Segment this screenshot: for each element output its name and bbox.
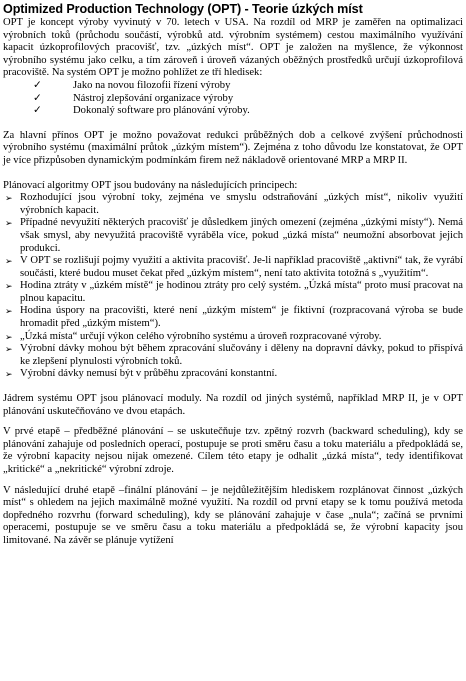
stage1-paragraph: V prvé etapě – předběžné plánování – se uskutečňuje tzv. zpětný rozvrh (backward scheduling), kdy se plánování zahajuje od posledních operací, postupuje se proti směru času a toku materiálu a předpokládá se, že výrobní kapacity nejsou nijak omezené. Cílem této etapy je odhalit „úzká místa“, tedy identifikovat „kritické“ a „nekritické“ výrobní zdroje. — [3, 426, 463, 475]
arrow-bullet-icon: ➢ — [5, 218, 13, 229]
arrow-bullet-icon: ➢ — [5, 281, 13, 292]
arrow-bullet-icon: ➢ — [5, 331, 13, 342]
arrow-bullet-icon: ➢ — [5, 256, 13, 267]
viewpoint-list — [3, 80, 463, 118]
arrow-bullet-icon: ➢ — [5, 344, 13, 355]
principles-list — [3, 192, 463, 381]
arrow-bullet-icon: ➢ — [5, 369, 13, 380]
list-item: ➢ Výrobní dávky mohou být během zpracování slučovány i děleny na dopravní dávky, pokud to přispívá ke zlepšení plynulosti výrobních toků. — [5, 343, 463, 367]
list-item: ✓ Nástroj zlepšování organizace výroby — [33, 92, 234, 104]
list-item: ✓ Dokonalý software pro plánování výroby. — [33, 105, 250, 117]
stage2-paragraph: V následující druhé etapě –finální plánování – je nejdůležitějším hlediskem rozplánovat činnost „úzkých míst“ s ohledem na jejich maximálně možné využití. Na rozdíl od první etapy se k tomu používá metoda dopředného rozvrhu (forward scheduling), kdy se plánování zahajuje v čase „nula“; začíná se prvními operacemi, postupuje se ve směru času a toku materiálu a předpokládá se, že výrobní kapacity jsou limitované. Na závěr se plánuje vytížení — [3, 484, 463, 546]
arrow-bullet-icon: ➢ — [5, 193, 13, 204]
list-item: ➢ Hodina úspory na pracovišti, které není „úzkým místem“ je fiktivní (rozpracovaná výroba se bude hromadit před „úzkým místem“). — [5, 305, 463, 330]
arrow-bullet-icon: ➢ — [5, 306, 13, 317]
list-item: ➢ Hodina ztráty v „úzkém místě“ je hodinou ztráty pro celý systém. „Úzká místa“ proto musí pracovat na plnou kapacitu. — [5, 280, 463, 304]
list-item: ➢ Výrobní dávky nemusí být v průběhu zpracování konstantní. — [5, 368, 278, 380]
list-item: ➢ Rozhodující jsou výrobní toky, zejména ve smyslu odstraňování „úzkých míst“, nikoliv využití výrobních kapacit. — [5, 192, 463, 216]
checkmark-icon: ✓ — [33, 79, 42, 91]
checkmark-icon: ✓ — [33, 105, 42, 117]
intro-paragraph: OPT je koncept výroby vyvinutý v 70. letech v USA. Na rozdíl od MRP je zaměřen na optimalizaci výrobních toků (průchodu součástí, výrobků atd. výrobním systémem) cestou maximálního využívání kapacit úzkoprofilových pracovišť, tzv. „úzkých míst“. OPT je založen na myšlence, že výkonnost výrobního systému jako celku, a tím zároveň i úroveň vázaných oběžných prostředků určují úzkoprofilová pracoviště. Na systém OPT je možno pohlížet ze tří hledisek: — [3, 17, 463, 79]
core-paragraph: Jádrem systému OPT jsou plánovací moduly. Na rozdíl od jiných systémů, například MRP II, je v OPT plánování uskutečňováno ve dvou etapách. — [3, 393, 463, 417]
principles-intro: Plánovací algoritmy OPT jsou budovány na následujících principech: — [3, 179, 298, 191]
list-item: ➢ „Úzká místa“ určují výkon celého výrobního systému a úroveň rozpracované výroby. — [5, 330, 382, 342]
list-item: ✓ Jako na novou filozofii řízení výroby — [33, 79, 231, 91]
list-item: ➢ V OPT se rozlišují pojmy využití a aktivita pracovišť. Je-li například pracoviště „aktivní“ tak, že vyrábí součásti, které budou muset čekat před „úzkým místem“, není tato aktivita totožná s „využitím“. — [5, 255, 463, 279]
checkmark-icon: ✓ — [33, 92, 42, 104]
document-title: Optimized Production Technology (OPT) - Teorie úzkých míst — [3, 2, 363, 16]
benefit-paragraph: Za hlavní přínos OPT je možno považovat redukci průběžných dob a celkové zvýšení průchodnosti výrobního systému (maximální průtok „úzkým místem“). Zejména z toho důvodu lze konstatovat, že OPT je více přizpůsoben dynamickým podmínkám firem než nákladově orientované MRP a MRP II. — [3, 129, 463, 166]
list-item: ➢ Případné nevyužití některých pracovišť je důsledkem jiných omezení (zejména „úzkými místy“). Nemá však smysl, aby nevyužitá pracoviště vyráběla více, pokud „úzká místa“ neumožní absorbovat jejich produkci. — [5, 217, 463, 254]
